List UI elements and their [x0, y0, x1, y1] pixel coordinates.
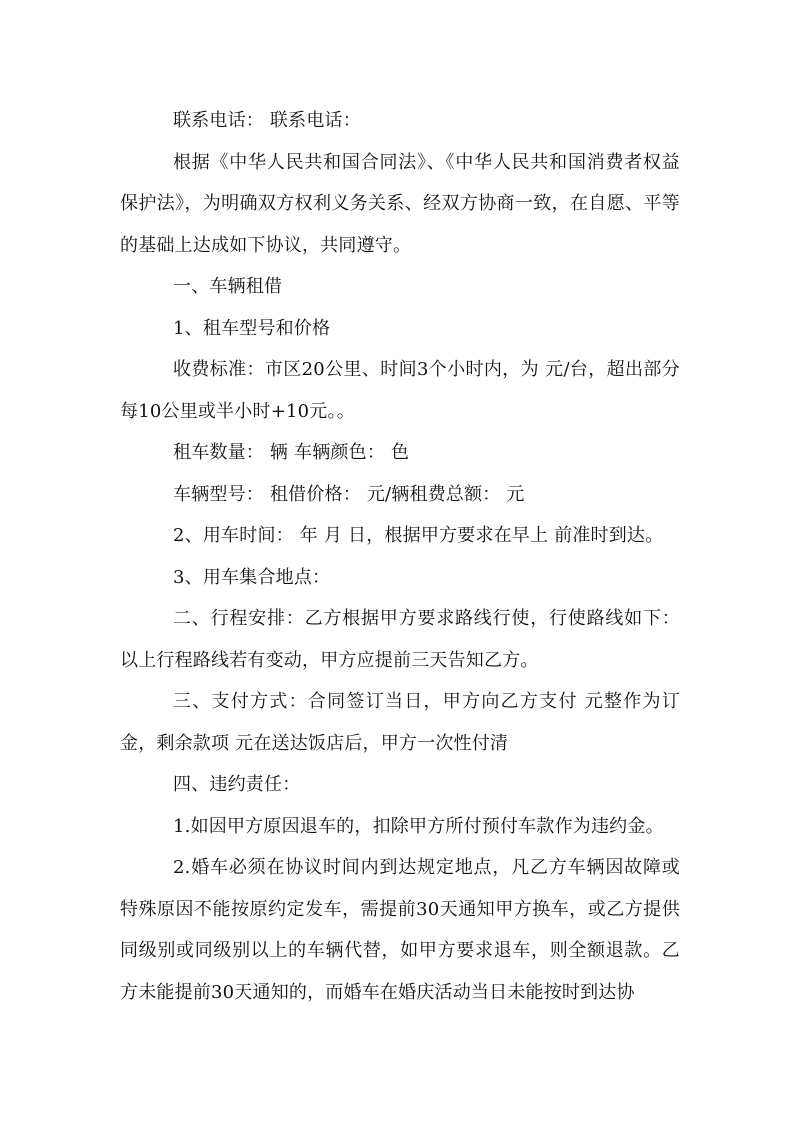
- intro-paragraph: 根据《中华人民共和国合同法》、《中华人民共和国消费者权益保护法》，为明确双方权利义务关系、经双方协商一致，在自愿、平等的基础上达成如下协议，共同遵守。: [120, 151, 680, 256]
- liability-clause-2: 2.婚车必须在协议时间内到达规定地点，凡乙方车辆因故障或特殊原因不能按原约定发车，需提前30天通知甲方换车，或乙方提供同级别或同级别以上的车辆代替，如甲方要求退车，则全额退款。乙方未能提前30天通知的，而婚车在婚庆活动当日未能按时到达协: [120, 857, 680, 1003]
- section-payment: 三、支付方式：合同签订当日，甲方向乙方支付 元整作为订金，剩余款项 元在送达饭店后，甲方一次性付清: [120, 691, 680, 754]
- rental-quantity-line: 租车数量： 辆 车辆颜色： 色: [173, 442, 410, 463]
- vehicle-model-line: 车辆型号： 租借价格： 元/辆租费总额： 元: [173, 483, 525, 505]
- fee-standard-paragraph: 收费标准：市区20公里、时间3个小时内，为 元/台，超出部分每10公里或半小时+10元。。: [120, 359, 680, 422]
- section-itinerary: 二、行程安排：乙方根据甲方要求路线行使，行使路线如下：以上行程路线若有变动，甲方应提前三天告知乙方。: [120, 608, 680, 671]
- document-page: [120, 100, 680, 1013]
- liability-clause-1: 1.如因甲方原因退车的，扣除甲方所付预付车款作为违约金。: [173, 815, 664, 837]
- item-model-and-price: 1、租车型号和价格: [173, 317, 331, 339]
- item-meeting-location: 3、用车集合地点：: [173, 566, 331, 588]
- item-usage-time: 2、用车时间： 年 月 日，根据甲方要求在早上 前准时到达。: [173, 525, 664, 546]
- contact-phone-line: 联系电话： 联系电话：: [173, 110, 361, 131]
- section-heading-vehicle-rental: 一、车辆租借: [173, 276, 283, 297]
- section-heading-liability: 四、违约责任：: [173, 774, 301, 795]
